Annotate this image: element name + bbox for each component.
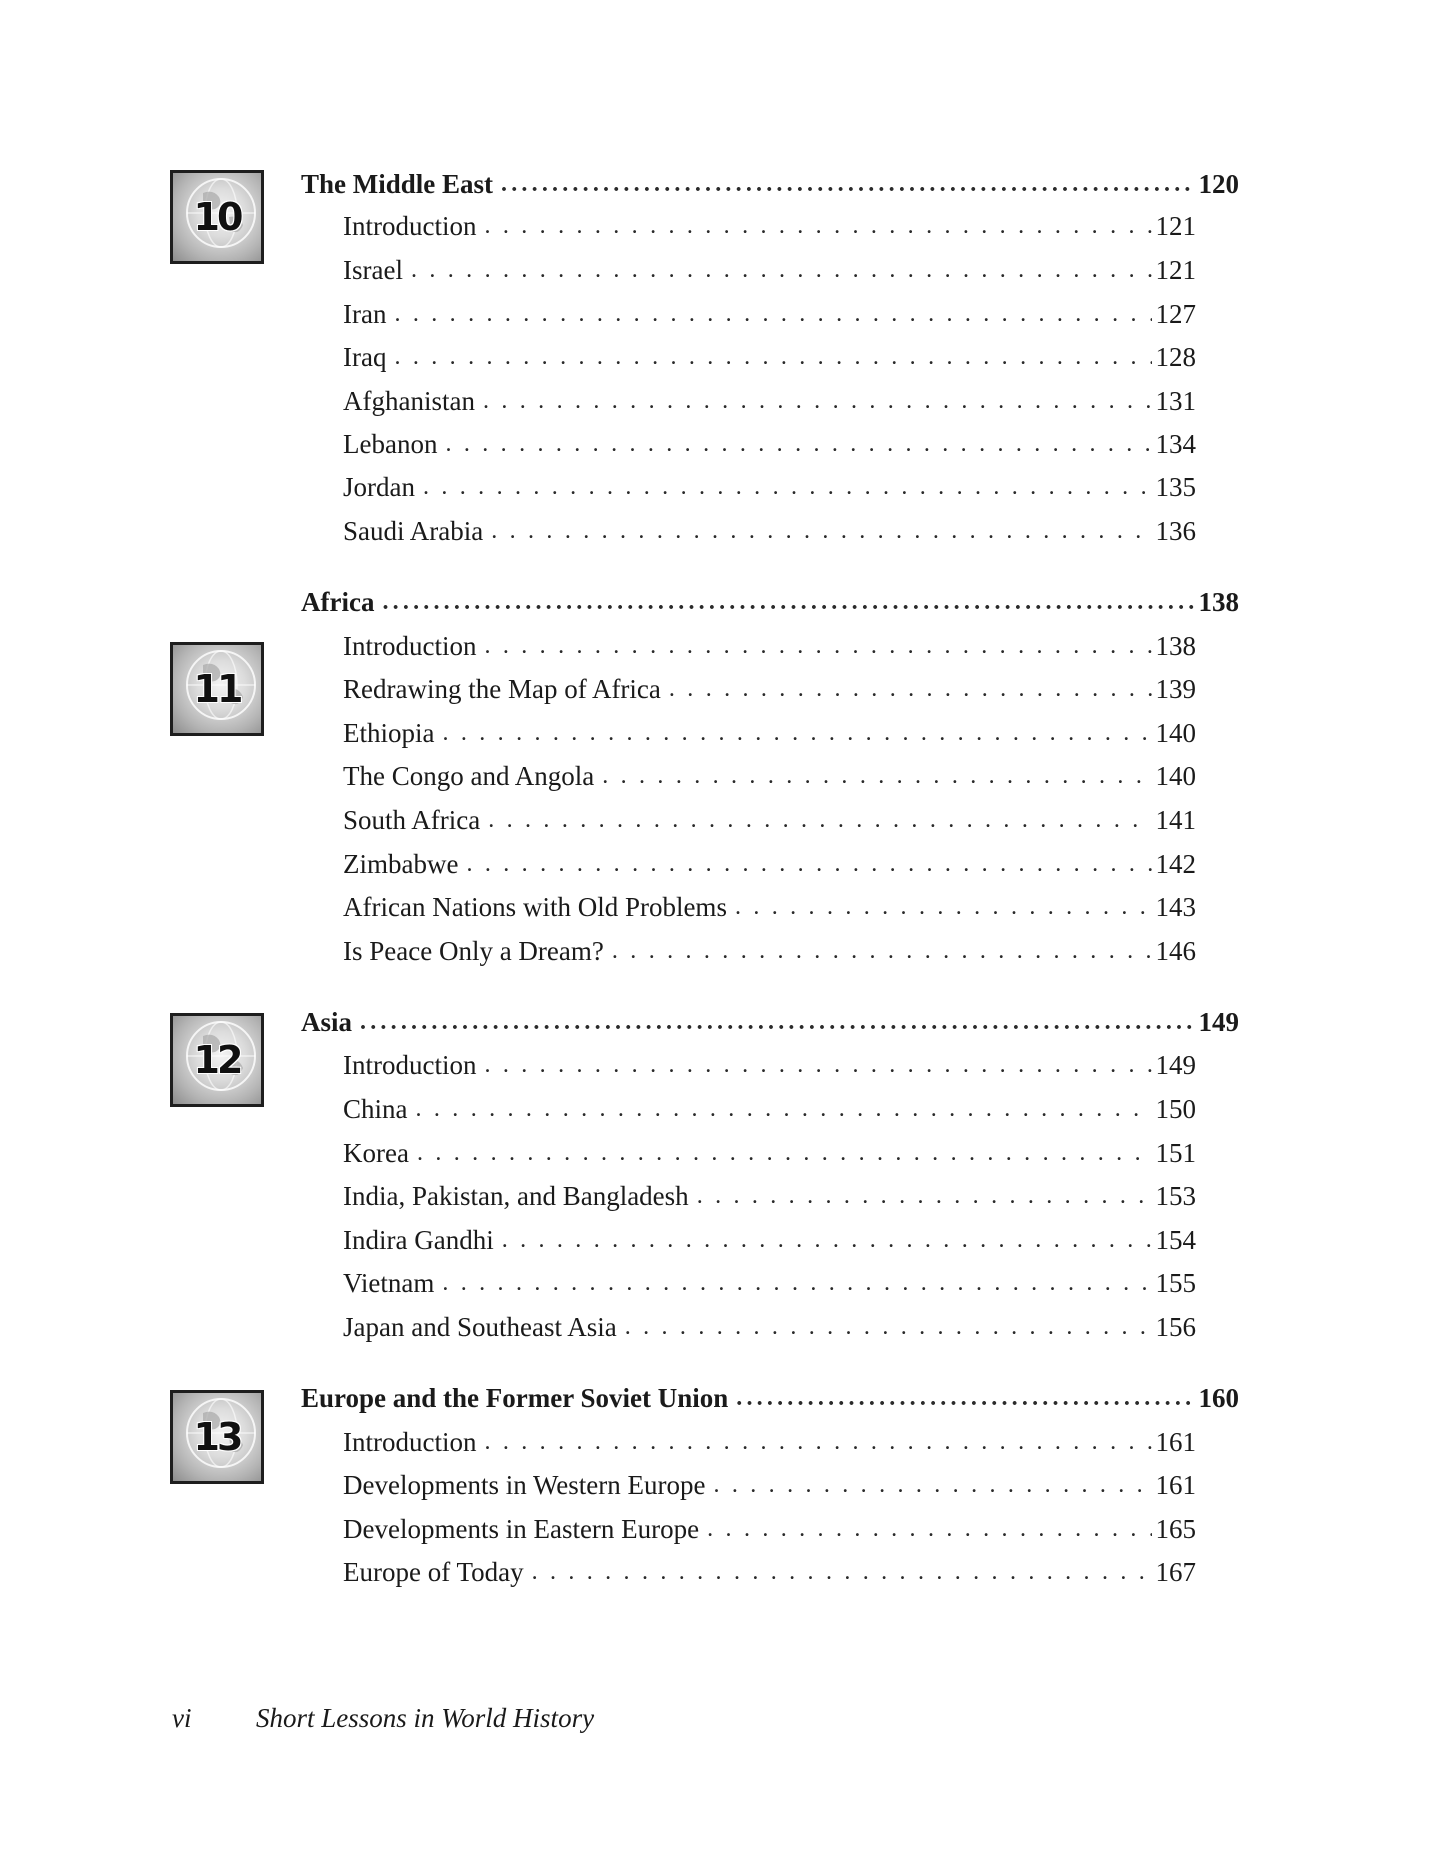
chapter-heading-10[interactable] xyxy=(301,166,1239,202)
dot-leader xyxy=(442,1265,1151,1301)
entry-label: Redrawing the Map of Africa xyxy=(343,674,661,704)
entry-label: Europe of Today xyxy=(343,1557,524,1587)
entry-label: Lebanon xyxy=(343,429,438,459)
dot-leader xyxy=(602,758,1151,794)
dot-leader xyxy=(501,166,1194,202)
chapter-number: 13 xyxy=(193,1415,241,1459)
chapter-heading-11[interactable] xyxy=(301,584,1239,620)
chapter-heading-13[interactable] xyxy=(301,1380,1239,1416)
entry-page: 131 xyxy=(1155,386,1196,416)
entry-label: Zimbabwe xyxy=(343,849,459,879)
entry-label: Is Peace Only a Dream? xyxy=(343,936,604,966)
toc-entry[interactable] xyxy=(343,513,1196,549)
dot-leader xyxy=(466,846,1151,882)
chapter-12-globe-icon xyxy=(170,1013,264,1107)
entry-page: 127 xyxy=(1155,299,1196,329)
dot-leader xyxy=(625,1309,1152,1345)
dot-leader xyxy=(484,628,1151,664)
entry-label: Jordan xyxy=(343,472,415,502)
toc-entry[interactable] xyxy=(343,339,1196,375)
entry-label: Saudi Arabia xyxy=(343,516,484,546)
toc-entry[interactable] xyxy=(343,1511,1196,1547)
entry-page: 143 xyxy=(1155,892,1196,922)
dot-leader xyxy=(445,426,1151,462)
dot-leader xyxy=(394,339,1151,375)
entry-label: Introduction xyxy=(343,1427,477,1457)
toc-entry[interactable] xyxy=(343,1309,1196,1345)
dot-leader xyxy=(483,383,1152,419)
entry-label: Korea xyxy=(343,1138,409,1168)
chapter-11-globe-icon xyxy=(170,642,264,736)
toc-entry[interactable] xyxy=(343,1178,1196,1214)
entry-page: 121 xyxy=(1155,211,1196,241)
chapter-page: 138 xyxy=(1198,587,1239,617)
dot-leader xyxy=(442,715,1151,751)
entry-label: India, Pakistan, and Bangladesh xyxy=(343,1181,689,1211)
toc-entry[interactable] xyxy=(343,758,1196,794)
toc-entry[interactable] xyxy=(343,1047,1196,1083)
entry-page: 156 xyxy=(1155,1312,1196,1342)
dot-leader xyxy=(736,1380,1194,1416)
entry-label: Introduction xyxy=(343,211,477,241)
toc-entry[interactable] xyxy=(343,1135,1196,1171)
toc-entry[interactable] xyxy=(343,1554,1196,1590)
toc-entry[interactable] xyxy=(343,469,1196,505)
dot-leader xyxy=(484,208,1151,244)
chapter-number: 11 xyxy=(193,667,241,711)
dot-leader xyxy=(707,1511,1151,1547)
entry-page: 138 xyxy=(1155,631,1196,661)
chapter-title: Asia xyxy=(301,1007,353,1037)
entry-label: Israel xyxy=(343,255,403,285)
entry-label: Afghanistan xyxy=(343,386,475,416)
chapter-number: 12 xyxy=(193,1038,241,1082)
dot-leader xyxy=(713,1467,1151,1503)
chapter-title: Africa xyxy=(301,587,375,617)
entry-label: Introduction xyxy=(343,631,477,661)
entry-page: 151 xyxy=(1155,1138,1196,1168)
toc-entry[interactable] xyxy=(343,1265,1196,1301)
dot-leader xyxy=(484,1047,1151,1083)
entry-label: South Africa xyxy=(343,805,481,835)
entry-label: China xyxy=(343,1094,408,1124)
entry-page: 149 xyxy=(1155,1050,1196,1080)
chapter-page: 149 xyxy=(1198,1007,1239,1037)
entry-label: African Nations with Old Problems xyxy=(343,892,727,922)
dot-leader xyxy=(484,1424,1151,1460)
toc-entry[interactable] xyxy=(343,1091,1196,1127)
chapter-13-globe-icon xyxy=(170,1390,264,1484)
dot-leader xyxy=(423,469,1152,505)
entry-label: Introduction xyxy=(343,1050,477,1080)
entry-page: 146 xyxy=(1155,936,1196,966)
entry-label: Developments in Eastern Europe xyxy=(343,1514,700,1544)
toc-entry[interactable] xyxy=(343,889,1196,925)
entry-page: 128 xyxy=(1155,342,1196,372)
entry-page: 140 xyxy=(1155,761,1196,791)
toc-entry[interactable] xyxy=(343,933,1196,969)
entry-page: 121 xyxy=(1155,255,1196,285)
dot-leader xyxy=(394,296,1151,332)
toc-entry[interactable] xyxy=(343,846,1196,882)
entry-label: Iraq xyxy=(343,342,387,372)
toc-entry[interactable] xyxy=(343,383,1196,419)
dot-leader xyxy=(669,671,1152,707)
entry-label: Indira Gandhi xyxy=(343,1225,494,1255)
dot-leader xyxy=(697,1178,1152,1214)
toc-entry[interactable] xyxy=(343,1222,1196,1258)
entry-page: 167 xyxy=(1155,1557,1196,1587)
dot-leader xyxy=(735,889,1152,925)
dot-leader xyxy=(360,1004,1194,1040)
entry-page: 139 xyxy=(1155,674,1196,704)
dot-leader xyxy=(416,1091,1152,1127)
page-folio: vi xyxy=(172,1703,192,1733)
entry-page: 150 xyxy=(1155,1094,1196,1124)
toc-entry[interactable] xyxy=(343,208,1196,244)
chapter-page: 120 xyxy=(1198,169,1239,199)
dot-leader xyxy=(488,802,1151,838)
entry-page: 154 xyxy=(1155,1225,1196,1255)
chapter-title: Europe and the Former Soviet Union xyxy=(301,1383,729,1413)
chapter-page: 160 xyxy=(1198,1383,1239,1413)
entry-label: Ethiopia xyxy=(343,718,435,748)
toc-entry[interactable] xyxy=(343,252,1196,288)
entry-page: 142 xyxy=(1155,849,1196,879)
entry-label: Vietnam xyxy=(343,1268,435,1298)
entry-label: Iran xyxy=(343,299,387,329)
entry-page: 161 xyxy=(1155,1427,1196,1457)
dot-leader xyxy=(411,252,1152,288)
toc-entry[interactable] xyxy=(343,802,1196,838)
dot-leader xyxy=(417,1135,1152,1171)
dot-leader xyxy=(382,584,1194,620)
toc-entry[interactable] xyxy=(343,715,1196,751)
entry-page: 155 xyxy=(1155,1268,1196,1298)
entry-label: Japan and Southeast Asia xyxy=(343,1312,617,1342)
toc-entry[interactable] xyxy=(343,296,1196,332)
entry-label: Developments in Western Europe xyxy=(343,1470,706,1500)
toc-entry[interactable] xyxy=(343,628,1196,664)
entry-page: 140 xyxy=(1155,718,1196,748)
toc-entry[interactable] xyxy=(343,671,1196,707)
dot-leader xyxy=(612,933,1152,969)
toc-entry[interactable] xyxy=(343,1424,1196,1460)
dot-leader xyxy=(491,513,1151,549)
toc-entry[interactable] xyxy=(343,1467,1196,1503)
running-footer-title: Short Lessons in World History xyxy=(256,1703,595,1733)
entry-label: The Congo and Angola xyxy=(343,761,595,791)
entry-page: 134 xyxy=(1155,429,1196,459)
chapter-10-globe-icon xyxy=(170,170,264,264)
chapter-number: 10 xyxy=(193,195,241,239)
chapter-heading-12[interactable] xyxy=(301,1004,1239,1040)
entry-page: 141 xyxy=(1155,805,1196,835)
entry-page: 153 xyxy=(1155,1181,1196,1211)
toc-entry[interactable] xyxy=(343,426,1196,462)
chapter-title: The Middle East xyxy=(301,169,494,199)
entry-page: 165 xyxy=(1155,1514,1196,1544)
dot-leader xyxy=(532,1554,1152,1590)
entry-page: 136 xyxy=(1155,516,1196,546)
dot-leader xyxy=(502,1222,1152,1258)
entry-page: 135 xyxy=(1155,472,1196,502)
entry-page: 161 xyxy=(1155,1470,1196,1500)
